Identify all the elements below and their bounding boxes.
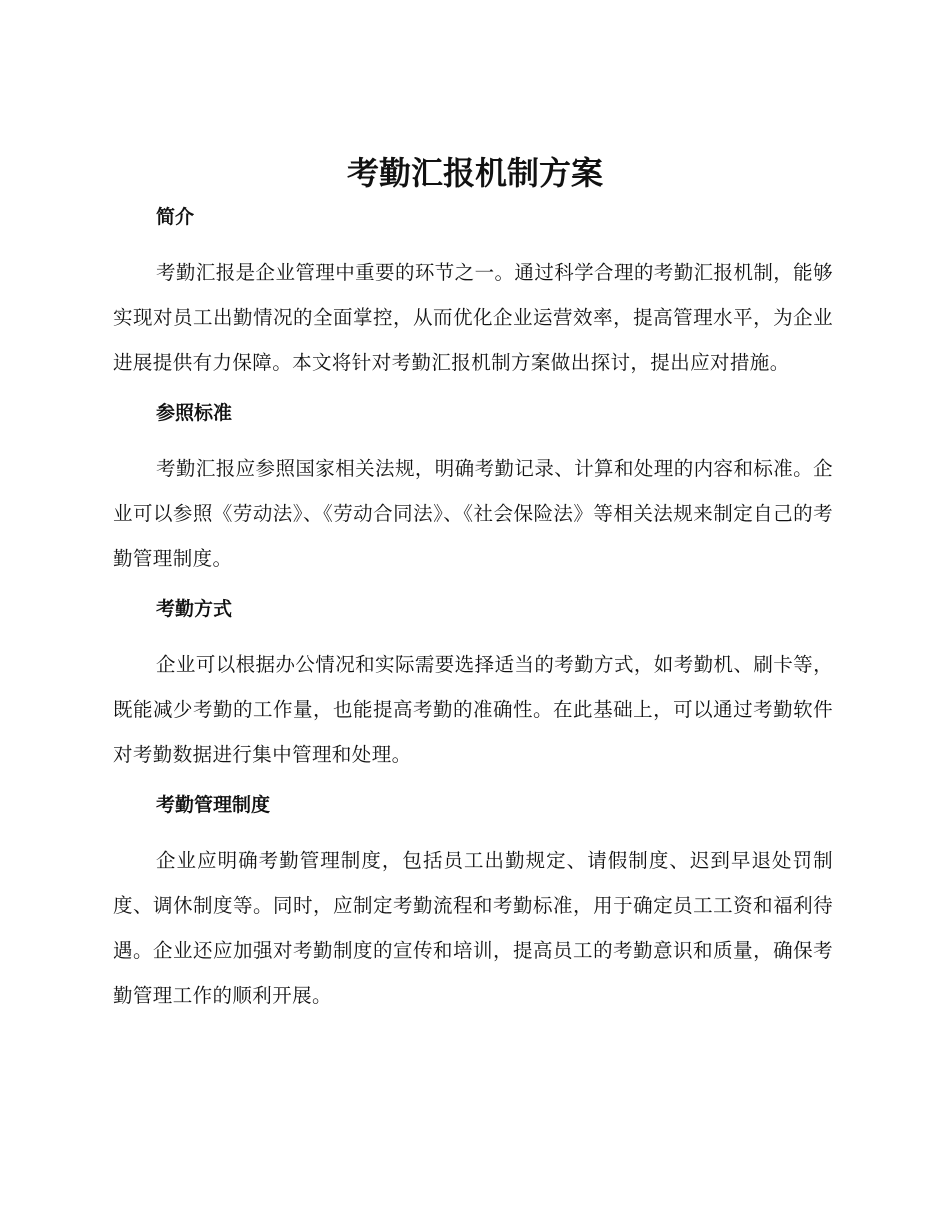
section-management-system	[113, 788, 833, 1018]
section-paragraph: 企业应明确考勤管理制度，包括员工出勤规定、请假制度、迟到早退处罚制度、调休制度等。同时，应制定考勤流程和考勤标准，用于确定员工工资和福利待遇。企业还应加强对考勤制度的宣传和培训，提高员工的考勤意识和质量，确保考勤管理工作的顺利开展。	[113, 849, 833, 1007]
document-body	[113, 200, 833, 1018]
document-title: 考勤汇报机制方案	[346, 154, 603, 192]
section-heading: 简介	[156, 206, 195, 228]
section-reference-standards	[113, 396, 833, 592]
section-paragraph: 考勤汇报是企业管理中重要的环节之一。通过科学合理的考勤汇报机制，能够实现对员工出勤情况的全面掌控，从而优化企业运营效率，提高管理水平，为企业进展提供有力保障。本文将针对考勤汇报机制方案做出探讨，提出应对措施。	[113, 261, 833, 374]
section-paragraph: 考勤汇报应参照国家相关法规，明确考勤记录、计算和处理的内容和标准。企业可以参照《劳动法》、《劳动合同法》、《社会保险法》等相关法规来制定自己的考勤管理制度。	[113, 457, 833, 570]
section-attendance-methods	[113, 592, 833, 788]
section-heading: 考勤方式	[156, 598, 233, 620]
section-heading: 参照标准	[156, 402, 233, 424]
section-intro	[113, 200, 833, 396]
section-heading: 考勤管理制度	[156, 794, 271, 816]
section-paragraph: 企业可以根据办公情况和实际需要选择适当的考勤方式，如考勤机、刷卡等，既能减少考勤的工作量，也能提高考勤的准确性。在此基础上，可以通过考勤软件对考勤数据进行集中管理和处理。	[113, 653, 833, 766]
